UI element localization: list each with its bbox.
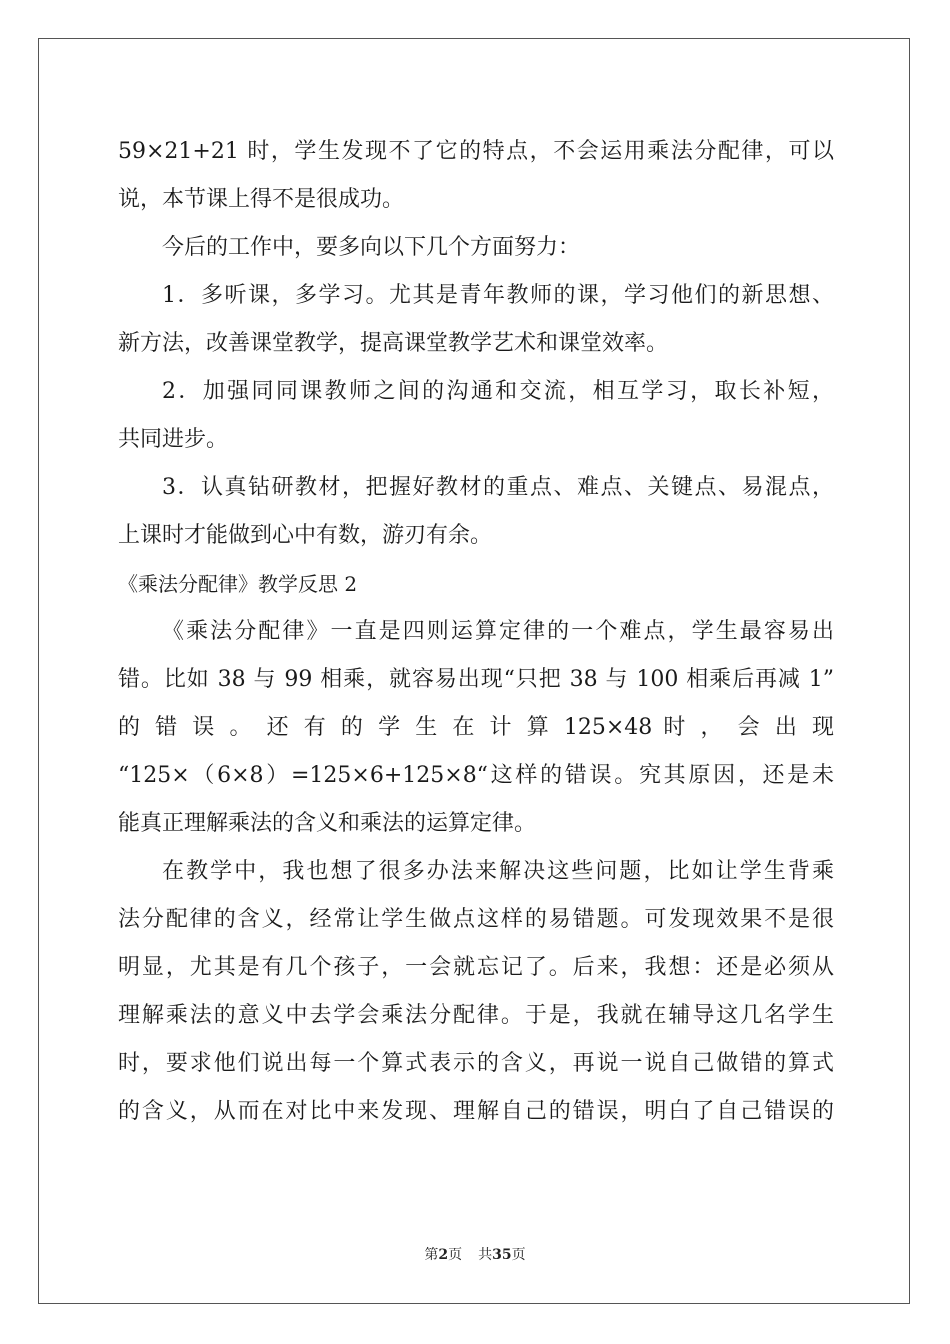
- text-line: 上课时才能做到心中有数，游刃有余。: [118, 523, 493, 548]
- footer-total-suffix: 页: [511, 1247, 526, 1263]
- footer-page-prefix: 第: [424, 1247, 439, 1263]
- text-line: 新方法，改善课堂教学，提高课堂教学艺术和课堂效率。: [118, 331, 669, 356]
- footer-total-pages: 35: [492, 1247, 512, 1263]
- text-line: 在教学中，我也想了很多办法来解决这些问题，比如让学生背乘: [162, 859, 834, 884]
- text-line: 今后的工作中，要多向以下几个方面努力：: [162, 235, 581, 260]
- text-line: 法分配律的含义，经常让学生做点这样的易错题。可发现效果不是很: [118, 907, 834, 932]
- text-line: 说，本节课上得不是很成功。: [118, 187, 405, 212]
- text-line: 《乘法分配律》一直是四则运算定律的一个难点，学生最容易出: [162, 619, 834, 644]
- text-line: “125×（6×8）=125×6+125×8“这样的错误。究其原因，还是未: [118, 763, 834, 788]
- footer-page-number: 2: [438, 1247, 449, 1263]
- text-line: 时，要求他们说出每一个算式表示的含义，再说一说自己做错的算式: [118, 1051, 834, 1076]
- text-line: 能真正理解乘法的含义和乘法的运算定律。: [118, 811, 537, 836]
- footer-total-prefix: 共: [478, 1247, 493, 1263]
- text-line: 的 错 误 。 还 有 的 学 生 在 计 算 125×48 时 ， 会 出 现: [118, 715, 834, 740]
- text-line: 理解乘法的意义中去学会乘法分配律。于是，我就在辅导这几名学生: [118, 1003, 834, 1028]
- footer-page-suffix: 页: [448, 1247, 463, 1263]
- text-line: 共同进步。: [118, 427, 229, 452]
- document-body: [118, 128, 834, 1136]
- page-footer: [0, 1244, 950, 1264]
- list-item-2: 2．加强同同课教师之间的沟通和交流，相互学习，取长补短，: [162, 379, 834, 404]
- text-line: 的含义，从而在对比中来发现、理解自己的错误，明白了自己错误的: [118, 1099, 834, 1124]
- section-heading: 《乘法分配律》教学反思 2: [118, 572, 358, 596]
- text-line: 59×21+21 时，学生发现不了它的特点，不会运用乘法分配律，可以: [118, 139, 834, 164]
- list-item-1: 1．多听课，多学习。尤其是青年教师的课，学习他们的新思想、: [162, 283, 834, 308]
- text-line: 错。比如 38 与 99 相乘，就容易出现“只把 38 与 100 相乘后再减 1”: [118, 667, 834, 692]
- list-item-3: 3．认真钻研教材，把握好教材的重点、难点、关键点、易混点，: [162, 475, 834, 500]
- text-line: 明显，尤其是有几个孩子，一会就忘记了。后来，我想：还是必须从: [118, 955, 834, 980]
